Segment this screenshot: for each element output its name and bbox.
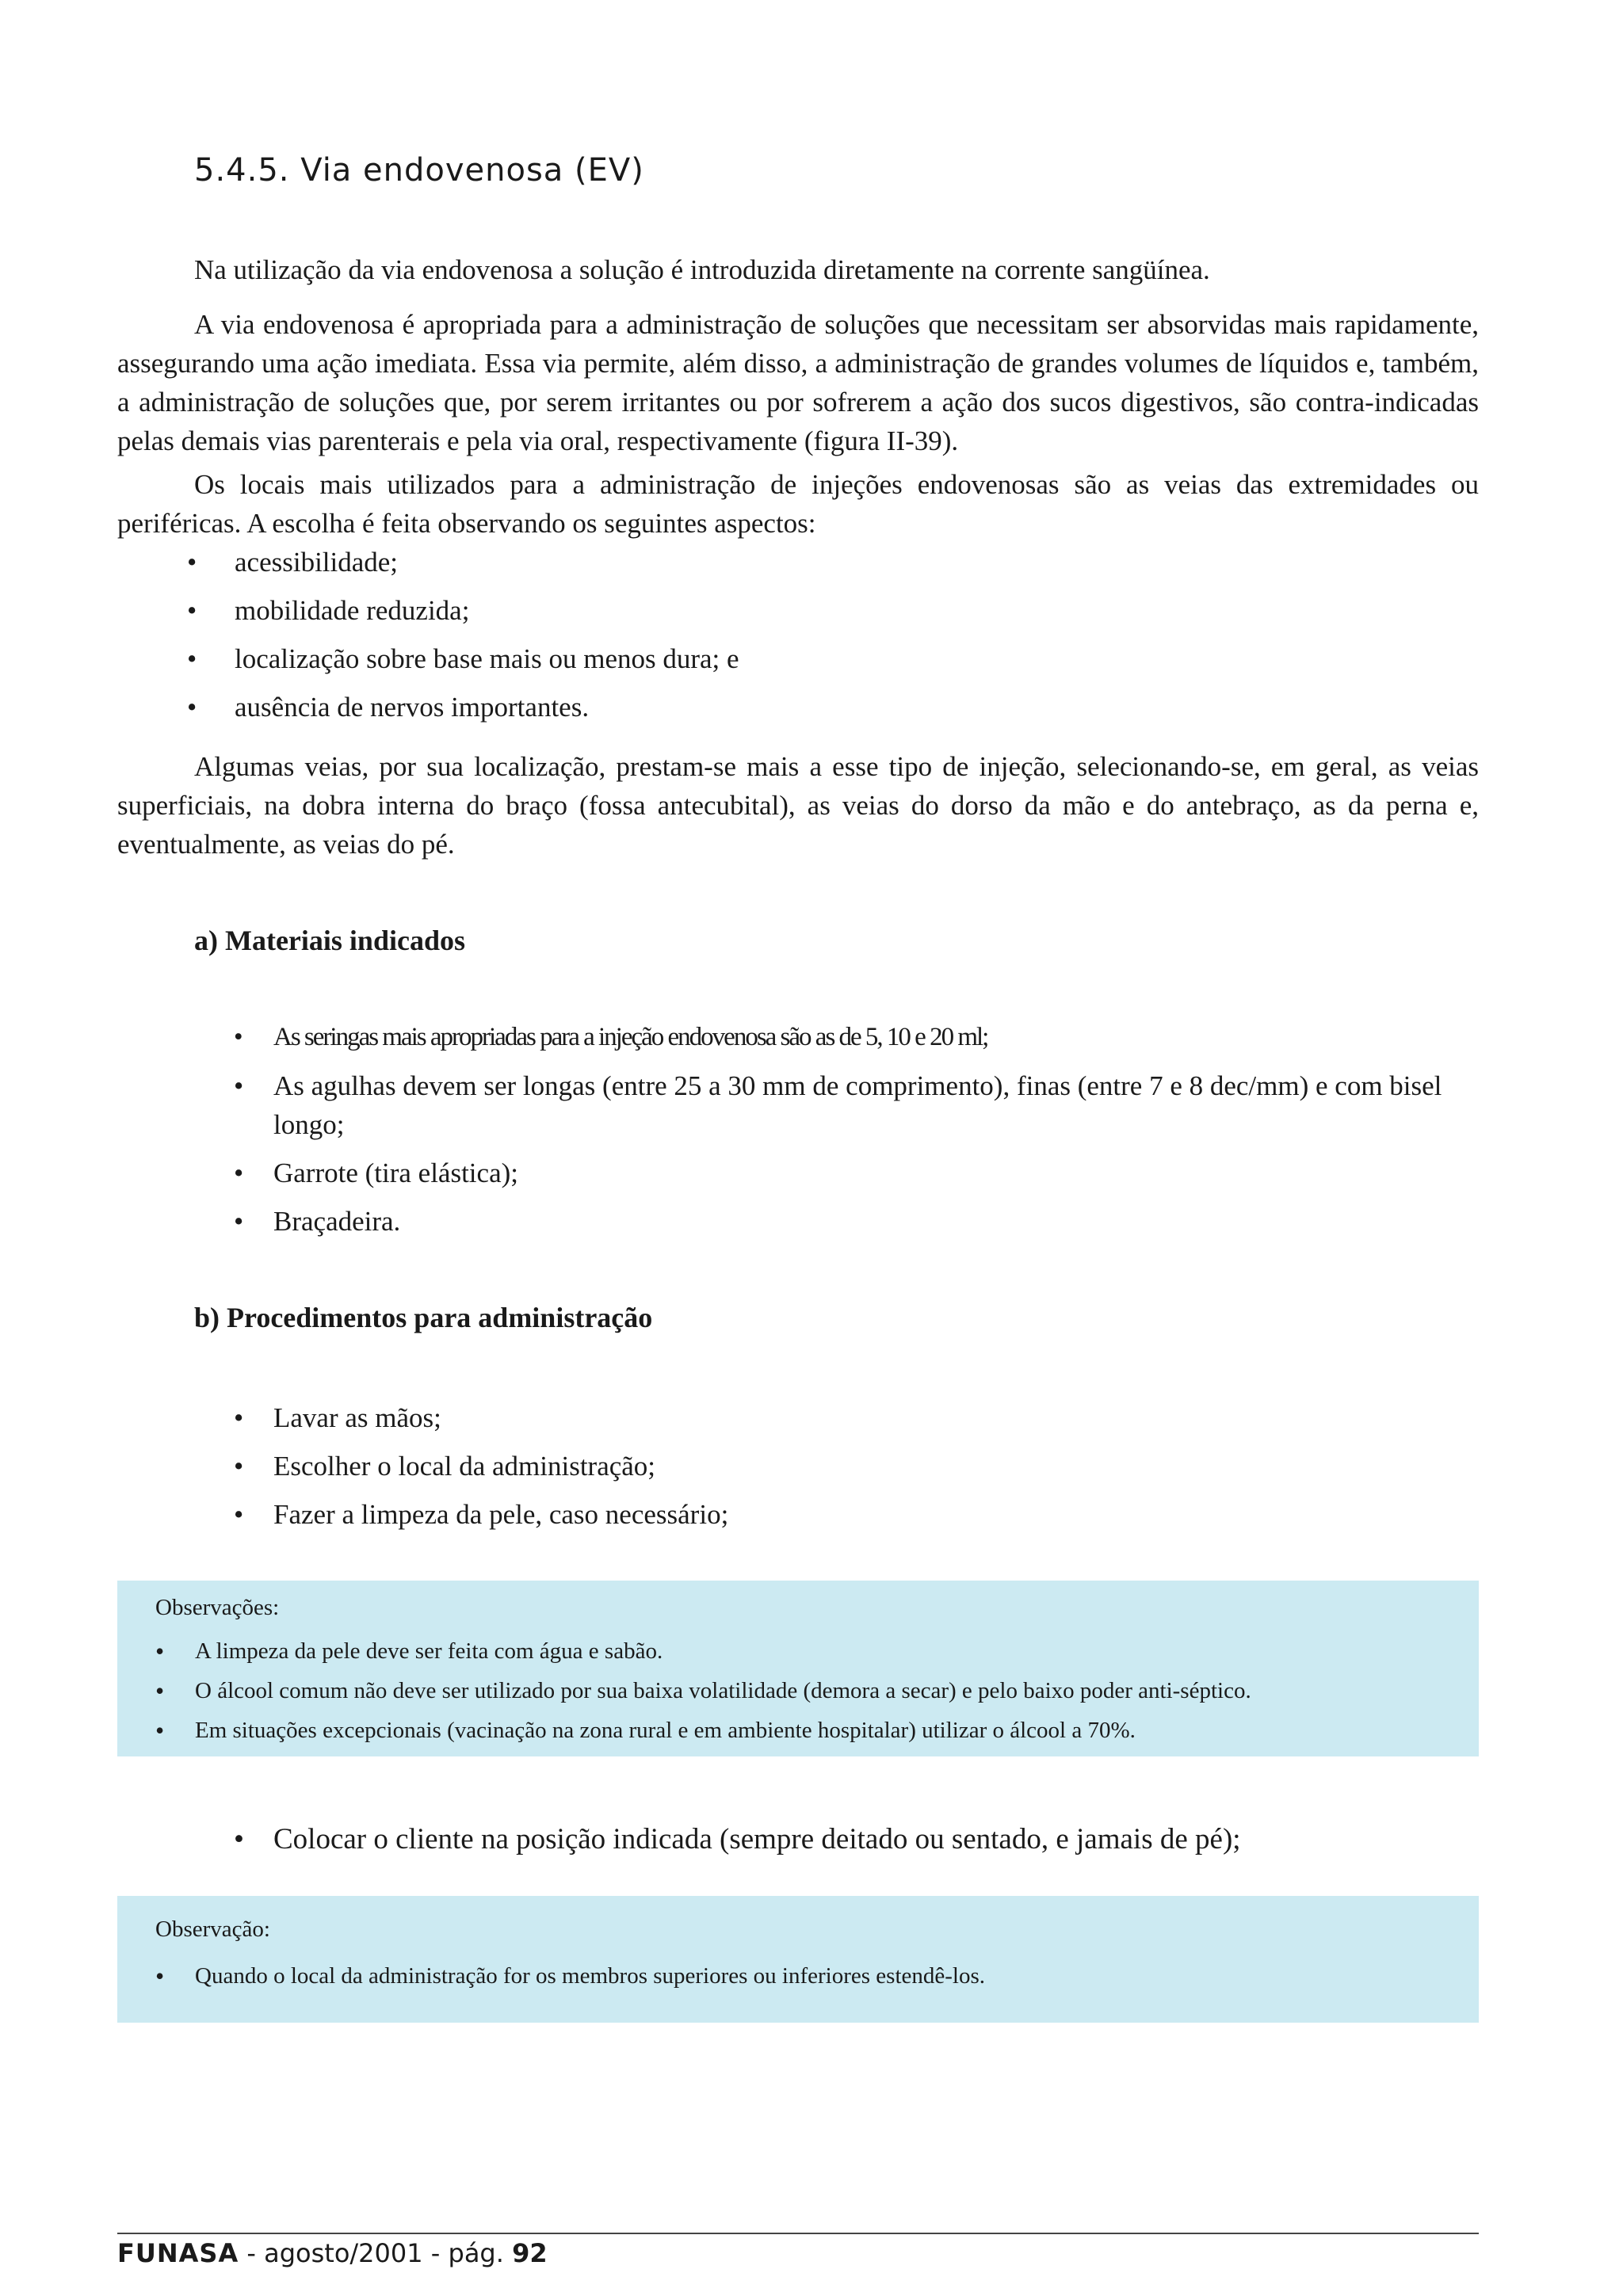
bullet-icon: • bbox=[234, 1158, 244, 1188]
paragraph-locations: Os locais mais utilizados para a administração de injeções endovenosas são as veias das extremidades ou periféricas. A escolha é feita observando os seguintes aspectos: bbox=[117, 469, 1479, 539]
list-item-text: localização sobre base mais ou menos dura; e bbox=[235, 643, 739, 674]
list-item-text: As agulhas devem ser longas (entre 25 a 30 mm de comprimento), finas (entre 7 e 8 dec/mm) e com bisel longo; bbox=[273, 1070, 1442, 1140]
observations-title: Observações: bbox=[155, 1595, 280, 1620]
aspects-list bbox=[187, 543, 739, 736]
bullet-icon: • bbox=[187, 692, 197, 723]
list-item-text: Lavar as mãos; bbox=[273, 1402, 441, 1433]
list-item bbox=[155, 1674, 1463, 1714]
bullet-icon: • bbox=[187, 595, 197, 626]
footer-divider bbox=[117, 2233, 1479, 2234]
observation-list bbox=[155, 1959, 1463, 1999]
list-item bbox=[234, 1066, 1480, 1144]
list-item-text: Quando o local da administração for os membros superiores ou inferiores estendê-los. bbox=[195, 1963, 985, 1989]
list-item bbox=[187, 543, 739, 591]
observations-list bbox=[155, 1634, 1463, 1753]
footer-brand: FUNASA bbox=[117, 2238, 239, 2268]
bullet-icon: • bbox=[155, 1676, 165, 1705]
list-item-text: Em situações excepcionais (vacinação na zona rural e em ambiente hospitalar) utilizar o álcool a 70%. bbox=[195, 1718, 1136, 1743]
list-item-text: As seringas mais apropriadas para a injeção endovenosa são as de 5, 10 e 20 ml; bbox=[273, 1023, 988, 1051]
bullet-icon: • bbox=[234, 1070, 244, 1101]
footer-text: - agosto/2001 - pág. bbox=[239, 2238, 513, 2268]
list-item-text: A limpeza da pele deve ser feita com água e sabão. bbox=[195, 1638, 663, 1664]
list-item-text: Fazer a limpeza da pele, caso necessário; bbox=[273, 1499, 729, 1530]
section-title: 5.4.5. Via endovenosa (EV) bbox=[194, 152, 644, 189]
materials-heading: a) Materiais indicados bbox=[194, 925, 465, 956]
observations-box bbox=[117, 1581, 1479, 1756]
bullet-icon: • bbox=[187, 547, 197, 578]
list-item bbox=[155, 1634, 1463, 1674]
list-item bbox=[234, 1495, 1480, 1534]
bullet-icon: • bbox=[234, 1023, 242, 1051]
bullet-icon: • bbox=[234, 1206, 244, 1237]
position-list bbox=[234, 1820, 1480, 1868]
list-item bbox=[187, 688, 739, 736]
list-item bbox=[234, 1202, 1480, 1241]
bullet-icon: • bbox=[234, 1499, 244, 1530]
bullet-icon: • bbox=[187, 643, 197, 674]
list-item-text: Colocar o cliente na posição indicada (sempre deitado ou sentado, e jamais de pé); bbox=[273, 1823, 1241, 1855]
paragraph-appropriate-use: A via endovenosa é apropriada para a administração de soluções que necessitam ser absorvidas mais rapidamente, assegurando uma ação imediata. Essa via permite, além disso, a administração de grandes volumes de líquidos e, também, a administração de soluções que, por serem irritantes ou por sofrerem a ação dos sucos digestivos, são contra-indicadas pelas demais vias parenterais e pela via oral, respectivamente (figura II-39). bbox=[117, 309, 1479, 456]
procedures-heading: b) Procedimentos para administração bbox=[194, 1302, 653, 1333]
page-footer bbox=[117, 2238, 548, 2268]
materials-list bbox=[234, 1018, 1480, 1250]
list-item bbox=[234, 1447, 1480, 1486]
list-item-text: Braçadeira. bbox=[273, 1206, 401, 1237]
bullet-icon: • bbox=[234, 1823, 244, 1855]
procedures-list bbox=[234, 1398, 1480, 1543]
footer-page-number: 92 bbox=[512, 2238, 548, 2268]
bullet-icon: • bbox=[155, 1716, 165, 1745]
list-item-text: ausência de nervos importantes. bbox=[235, 692, 590, 723]
bullet-icon: • bbox=[234, 1451, 244, 1482]
paragraph-intro: Na utilização da via endovenosa a solução é introduzida diretamente na corrente sangüínea. bbox=[194, 254, 1210, 285]
list-item bbox=[155, 1959, 1463, 1999]
paragraph-veins: Algumas veias, por sua localização, prestam-se mais a esse tipo de injeção, selecionando-se, em geral, as veias superficiais, na dobra interna do braço (fossa antecubital), as veias do dorso da mão e do antebraço, as da perna e, eventualmente, as veias do pé. bbox=[117, 751, 1479, 860]
list-item-text: Escolher o local da administração; bbox=[273, 1451, 656, 1482]
list-item-text: Garrote (tira elástica); bbox=[273, 1158, 518, 1188]
list-item-text: mobilidade reduzida; bbox=[235, 595, 470, 626]
list-item bbox=[234, 1398, 1480, 1437]
list-item bbox=[234, 1018, 1480, 1057]
list-item bbox=[187, 591, 739, 639]
list-item bbox=[155, 1714, 1463, 1753]
bullet-icon: • bbox=[155, 1962, 165, 1990]
bullet-icon: • bbox=[155, 1637, 165, 1665]
list-item-text: acessibilidade; bbox=[235, 547, 399, 578]
list-item bbox=[234, 1154, 1480, 1192]
observation-title: Observação: bbox=[155, 1917, 270, 1942]
list-item bbox=[187, 639, 739, 688]
bullet-icon: • bbox=[234, 1402, 244, 1433]
observation-box bbox=[117, 1896, 1479, 2023]
list-item bbox=[234, 1820, 1480, 1859]
list-item-text: O álcool comum não deve ser utilizado por sua baixa volatilidade (demora a secar) e pelo baixo poder anti-séptico. bbox=[195, 1678, 1251, 1703]
